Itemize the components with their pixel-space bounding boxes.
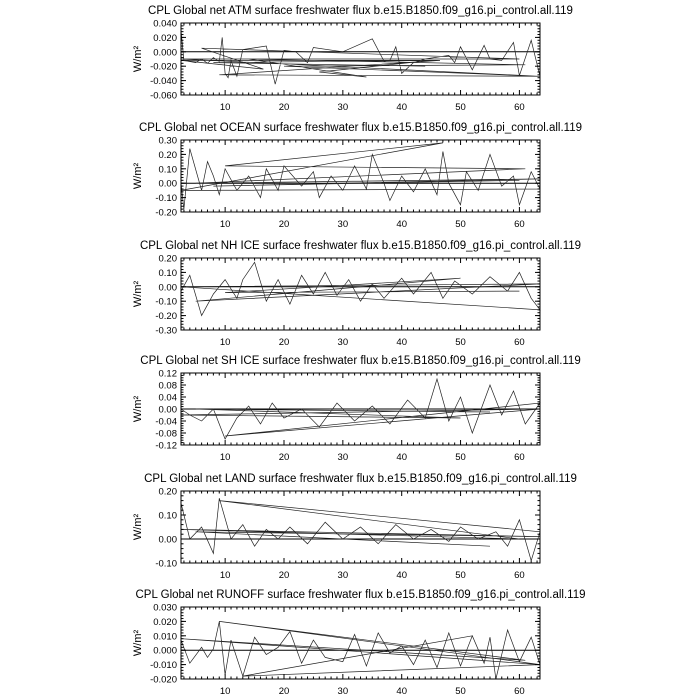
x-tick-label: 20 <box>278 219 290 230</box>
x-tick-label: 60 <box>514 570 525 581</box>
y-tick-label: -0.08 <box>155 428 177 440</box>
x-tick-label: 40 <box>396 570 407 581</box>
panel-6 <box>132 589 586 697</box>
panel-title: CPL Global net RUNOFF surface freshwater flux b.e15.B1850.f09_g16.pi_control.all.119 <box>135 589 586 601</box>
series-line <box>181 30 540 84</box>
panel-1 <box>132 5 573 113</box>
y-tick-label: -0.020 <box>150 61 177 73</box>
y-tick-label: 0.30 <box>158 135 177 147</box>
panel-title: CPL Global net ATM surface freshwater flux b.e15.B1850.f09_g16.pi_control.all.119 <box>148 5 573 17</box>
x-tick-label: 10 <box>219 452 231 463</box>
x-tick-label: 20 <box>278 570 290 581</box>
x-tick-label: 30 <box>337 337 349 348</box>
x-tick-label: 10 <box>219 570 231 581</box>
x-tick-label: 50 <box>455 102 466 113</box>
y-tick-label: 0.00 <box>158 178 177 190</box>
x-tick-label: 60 <box>514 686 525 697</box>
x-tick-label: 60 <box>514 337 525 348</box>
x-tick-label: 50 <box>455 219 466 230</box>
series-line <box>181 262 540 315</box>
y-axis-label: W/m² <box>132 395 144 423</box>
panel-4 <box>132 355 581 463</box>
panel-2 <box>132 122 582 230</box>
x-tick-label: 20 <box>278 686 290 697</box>
y-tick-label: 0.20 <box>158 253 177 265</box>
y-tick-label: 0.10 <box>158 510 177 522</box>
y-tick-label: 0.00 <box>158 534 177 546</box>
panel-title: CPL Global net NH ICE surface freshwater flux b.e15.B1850.f09_g16.pi_control.all.119 <box>139 240 582 252</box>
y-tick-label: -0.10 <box>155 558 177 570</box>
y-tick-label: 0.020 <box>153 32 177 44</box>
x-tick-label: 10 <box>219 686 231 697</box>
y-tick-label: -0.20 <box>155 207 177 219</box>
y-tick-label: 0.020 <box>153 616 177 628</box>
panel-5 <box>132 473 577 581</box>
x-tick-label: 50 <box>455 337 466 348</box>
y-tick-label: -0.10 <box>155 296 177 308</box>
x-tick-label: 50 <box>455 686 466 697</box>
y-tick-label: 0.030 <box>153 602 177 614</box>
panel-title: CPL Global net LAND surface freshwater flux b.e15.B1850.f09_g16.pi_control.all.119 <box>144 473 577 485</box>
y-tick-label: -0.04 <box>155 416 177 428</box>
y-tick-label: 0.12 <box>158 368 177 380</box>
panel-title: CPL Global net SH ICE surface freshwater flux b.e15.B1850.f09_g16.pi_control.all.119 <box>140 355 581 367</box>
x-tick-label: 30 <box>337 219 349 230</box>
x-tick-label: 40 <box>396 452 407 463</box>
series-line <box>181 143 540 209</box>
y-tick-label: -0.010 <box>150 660 177 672</box>
y-axis-label: W/m² <box>132 45 144 73</box>
x-tick-label: 20 <box>278 102 290 113</box>
y-tick-label: -0.020 <box>150 674 177 686</box>
series-line <box>181 498 540 560</box>
x-tick-label: 30 <box>337 570 349 581</box>
x-tick-label: 20 <box>278 452 290 463</box>
y-axis-label: W/m² <box>132 280 144 308</box>
y-tick-label: -0.10 <box>155 193 177 205</box>
panel-3 <box>132 240 581 348</box>
x-tick-label: 10 <box>219 102 231 113</box>
x-tick-label: 30 <box>337 452 349 463</box>
plot-frame <box>181 258 540 330</box>
x-tick-label: 40 <box>396 219 407 230</box>
y-tick-label: 0.010 <box>153 631 177 643</box>
y-axis-label: W/m² <box>132 629 144 657</box>
x-tick-label: 20 <box>278 337 290 348</box>
x-tick-label: 30 <box>337 686 349 697</box>
y-tick-label: -0.060 <box>150 90 177 102</box>
y-tick-label: -0.12 <box>155 440 177 452</box>
x-tick-label: 40 <box>396 686 407 697</box>
y-tick-label: 0.000 <box>153 47 177 59</box>
plot-frame <box>181 607 540 679</box>
y-tick-label: 0.10 <box>158 164 177 176</box>
x-tick-label: 60 <box>514 452 525 463</box>
x-tick-label: 60 <box>514 219 525 230</box>
y-tick-label: 0.040 <box>153 18 177 30</box>
panel-title: CPL Global net OCEAN surface freshwater flux b.e15.B1850.f09_g16.pi_control.all.119 <box>138 122 583 134</box>
y-tick-label: -0.040 <box>150 76 177 88</box>
x-tick-label: 50 <box>455 570 466 581</box>
y-tick-label: 0.08 <box>158 380 177 392</box>
x-tick-label: 50 <box>455 452 466 463</box>
y-tick-label: 0.10 <box>158 267 177 279</box>
x-tick-label: 40 <box>396 102 407 113</box>
y-tick-label: 0.20 <box>158 149 177 161</box>
x-tick-label: 30 <box>337 102 349 113</box>
y-tick-label: 0.00 <box>158 282 177 294</box>
y-tick-label: 0.04 <box>158 392 177 404</box>
y-tick-label: -0.20 <box>155 311 177 323</box>
y-tick-label: 0.20 <box>158 486 177 498</box>
y-tick-label: -0.30 <box>155 325 177 337</box>
x-tick-label: 10 <box>219 337 231 348</box>
y-axis-label: W/m² <box>132 162 144 190</box>
x-tick-label: 60 <box>514 102 525 113</box>
y-tick-label: 0.00 <box>158 404 177 416</box>
x-tick-label: 40 <box>396 337 407 348</box>
y-tick-label: 0.000 <box>153 645 177 657</box>
x-tick-label: 10 <box>219 219 231 230</box>
y-axis-label: W/m² <box>132 513 144 541</box>
